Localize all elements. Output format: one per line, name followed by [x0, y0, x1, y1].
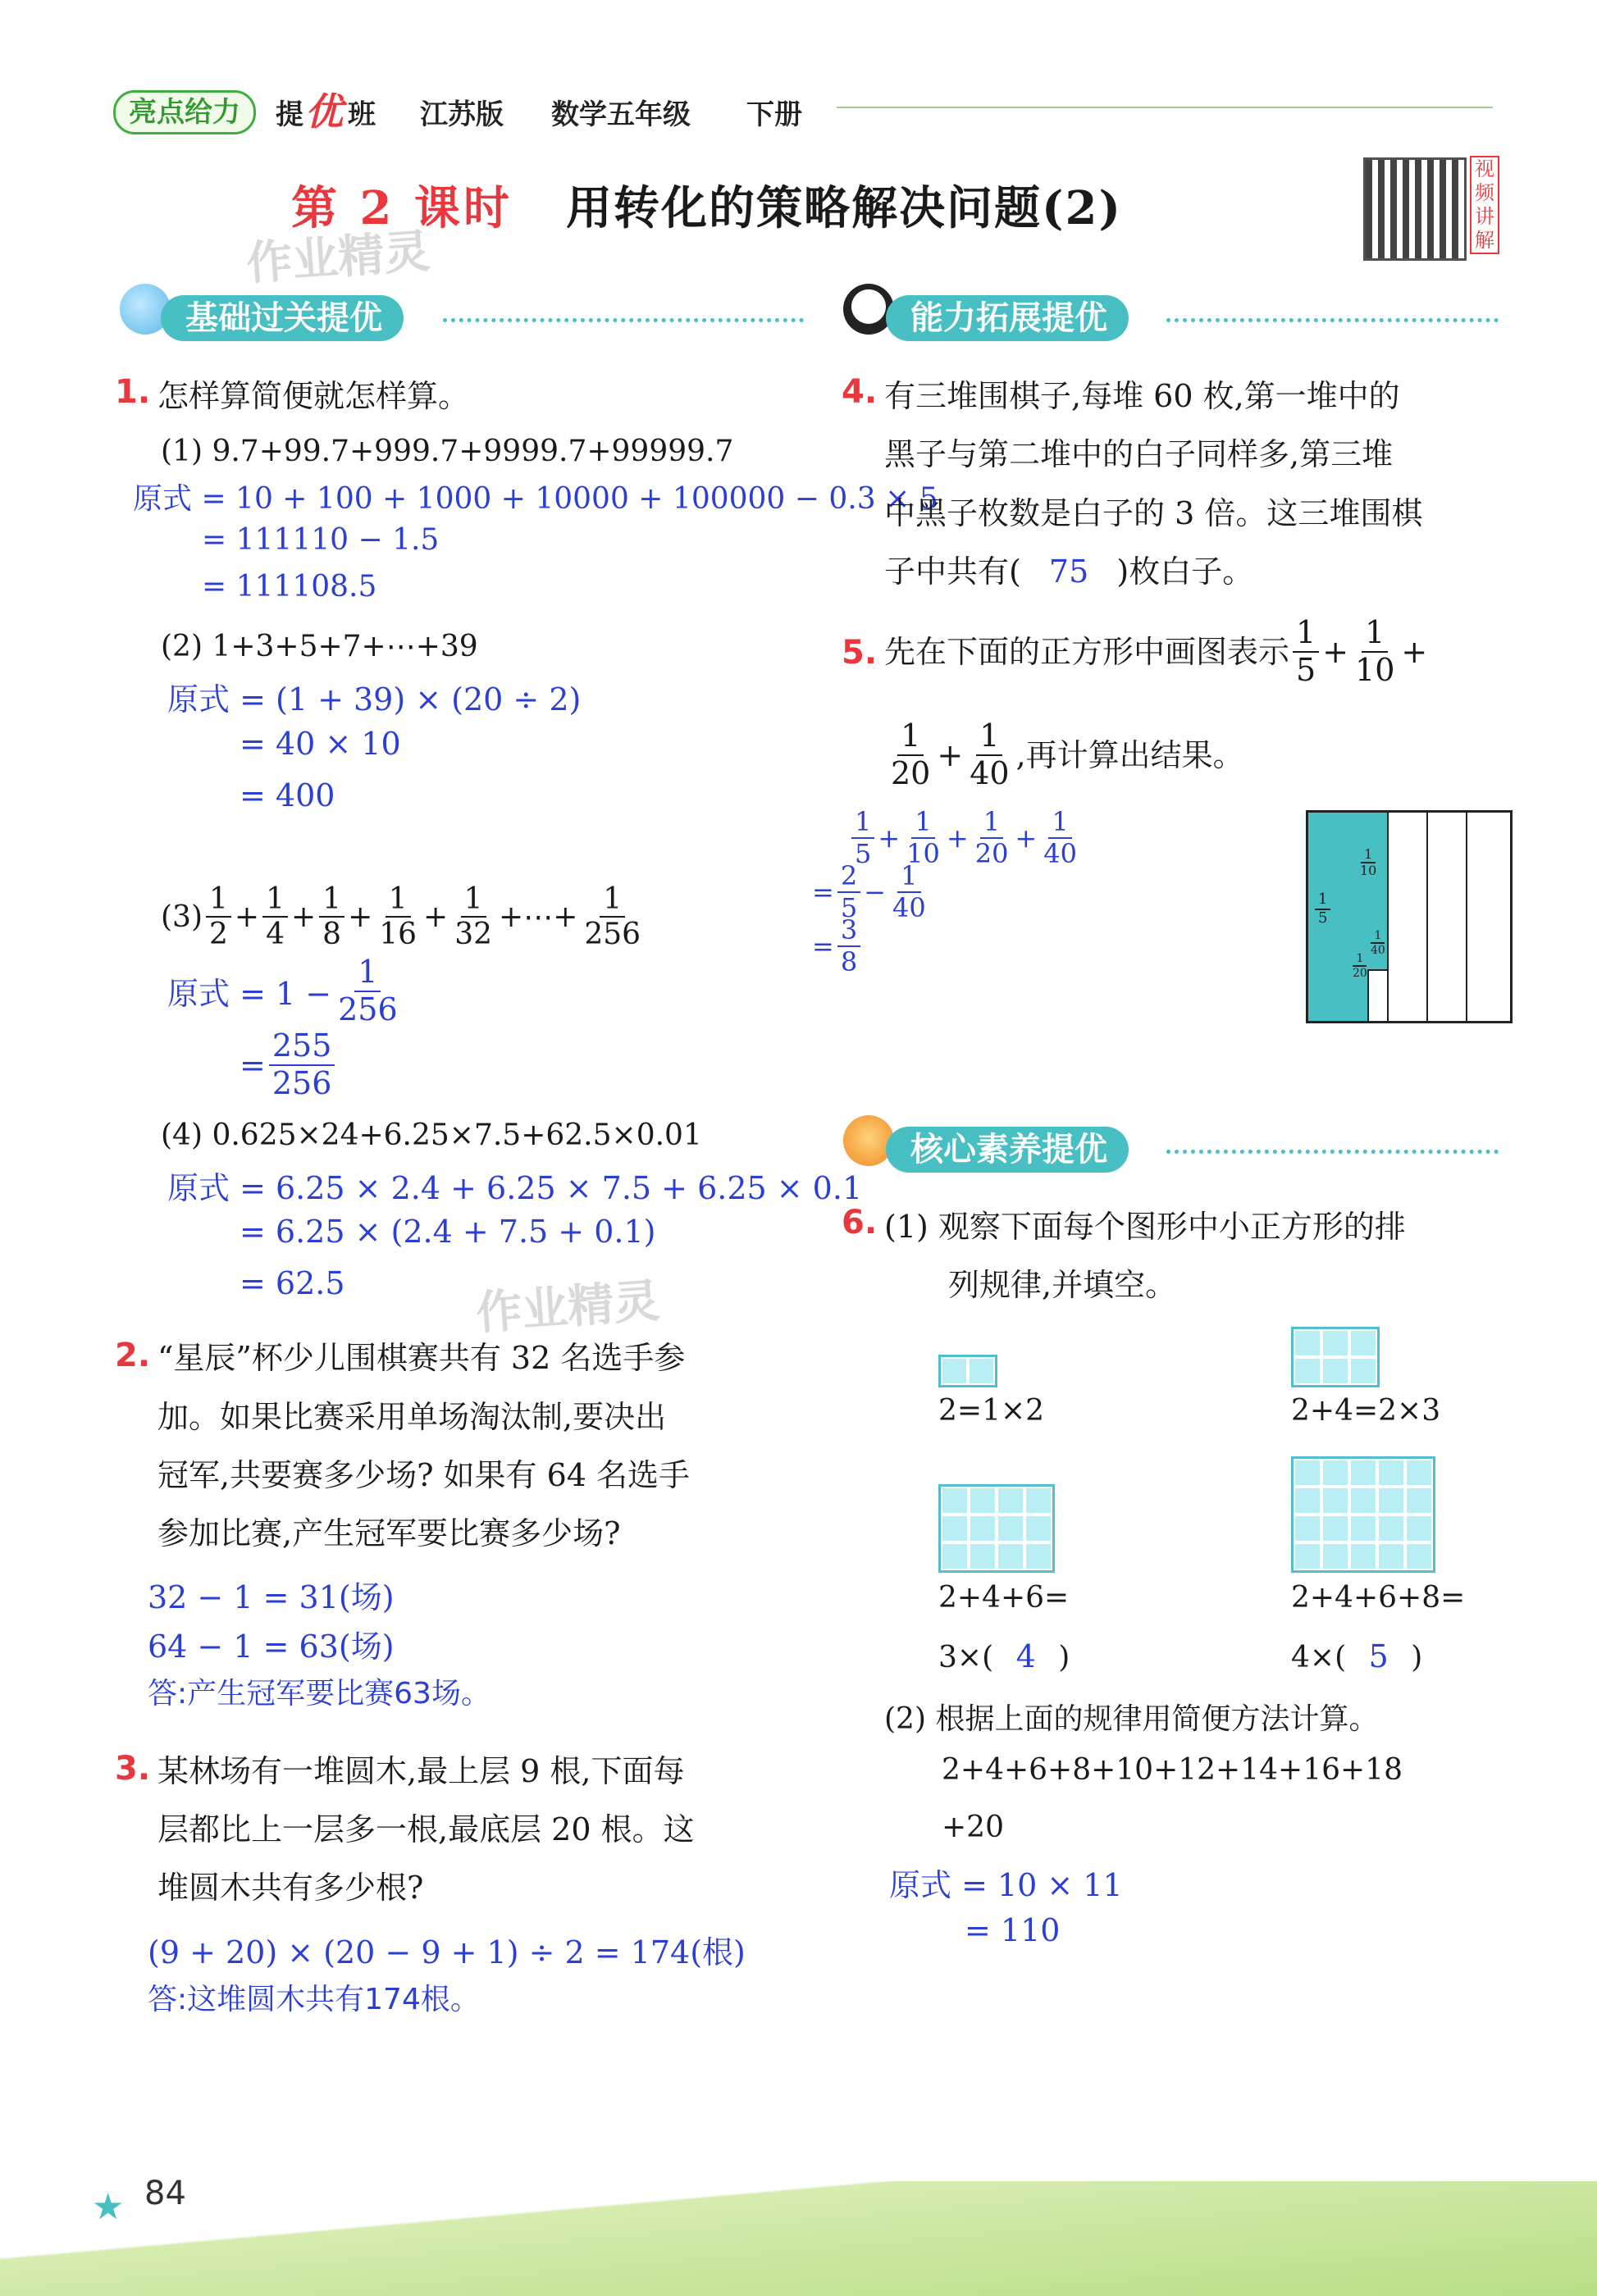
question-text: 某林场有一堆圆木,最上层 9 根,下面每	[157, 1753, 685, 1789]
panda-icon	[843, 284, 894, 335]
question-text: 冠军,共要赛多少场? 如果有 64 名选手	[157, 1457, 691, 1493]
question-text: 黑子与第二堆中的白子同样多,第三堆	[884, 436, 1394, 472]
text-fragment: 4×(	[1291, 1641, 1347, 1674]
question-text: 列规律,并填空。	[948, 1267, 1177, 1303]
question-number: 1.	[115, 373, 151, 411]
plus-sign: +	[946, 822, 969, 854]
question-text: 加。如果比赛采用单场淘汰制,要决出	[157, 1399, 667, 1435]
answer-line: = 110	[965, 1912, 1061, 1948]
pattern-caption: 2+4+6=	[938, 1581, 1070, 1615]
plus-sign: +	[423, 900, 449, 934]
answer-line	[167, 954, 404, 1027]
subject-label: 数学五年级	[551, 98, 691, 131]
fraction: $\frac{1}{20}$	[891, 718, 931, 791]
sub-question-4: (4) 0.625×24+6.25×7.5+62.5×0.01	[161, 1118, 702, 1152]
fraction: $\frac{255}{256}$	[269, 1028, 335, 1101]
answer-line: = 111108.5	[202, 570, 377, 604]
question-text	[884, 542, 1253, 601]
equals-sign: =	[812, 876, 834, 908]
plus-sign: +	[1015, 822, 1038, 854]
section-ability-banner: 能力拓展提优	[886, 295, 1129, 341]
fill-answer: 5	[1368, 1638, 1389, 1674]
fraction: $\frac{1}{40}$	[970, 718, 1010, 791]
answer-line: = 400	[240, 777, 335, 813]
text-fragment: 子中共有(	[884, 554, 1021, 590]
text-fragment: 先在下面的正方形中画图表示	[884, 633, 1290, 670]
plus-sign: +	[1322, 633, 1349, 670]
plus-sign: +	[290, 900, 317, 934]
page-number: 84	[144, 2175, 186, 2212]
expression: +20	[942, 1811, 1004, 1844]
answer-line: 64 − 1 = 63(场)	[148, 1629, 395, 1665]
footer-band	[0, 2181, 1597, 2296]
text-fragment: )枚白子。	[1116, 554, 1254, 590]
pattern-figure-4	[1291, 1456, 1435, 1573]
question-text: 中黑子枚数是白子的 3 倍。这三堆围棋	[884, 495, 1423, 531]
fraction: $\frac{1}{16}$	[379, 882, 418, 952]
ellipsis: +⋯+	[499, 900, 578, 934]
text-fragment: )	[1411, 1641, 1423, 1674]
question-text: 参加比赛,产生冠军要比赛多少场?	[157, 1515, 621, 1551]
question-text: “星辰”杯少儿围棋赛共有 32 名选手参	[157, 1340, 686, 1376]
answer-line: = 62.5	[240, 1265, 345, 1301]
minus-sign: −	[864, 876, 886, 908]
brand-suffix-ban: 班	[348, 98, 376, 131]
answer-line: = 111110 − 1.5	[202, 523, 440, 557]
region-column	[1426, 813, 1467, 1021]
answer-line	[240, 1028, 338, 1101]
fraction: $\frac{1}{4}$	[262, 882, 288, 952]
text-fragment: 3×(	[938, 1641, 994, 1674]
question-text: 有三堆围棋子,每堆 60 枚,第一堆中的	[884, 378, 1400, 414]
answer-line: = 40 × 10	[240, 726, 401, 762]
watermark: 作业精灵	[474, 1274, 662, 1341]
answer-line: = 6.25 × (2.4 + 7.5 + 0.1)	[240, 1214, 656, 1250]
star-icon: ★	[92, 2186, 125, 2228]
section-divider	[443, 318, 804, 322]
answer-line	[848, 807, 1084, 869]
plus-sign: +	[348, 900, 373, 934]
fraction: $\frac{1}{256}$	[584, 882, 641, 952]
question-number: 3.	[115, 1750, 151, 1788]
text-fragment: ,再计算出结果。	[1015, 736, 1244, 773]
section-core-banner: 核心素养提优	[886, 1127, 1129, 1173]
fig-label-fifth: $\frac{1}{5}$	[1315, 891, 1330, 927]
pattern-figure-1	[938, 1355, 997, 1387]
fraction: $\frac{2}{5}$	[837, 861, 860, 923]
fraction: $\frac{1}{5}$	[851, 807, 874, 869]
question-number: 6.	[842, 1204, 878, 1241]
watermark: 作业精灵	[244, 225, 432, 291]
qr-code[interactable]	[1363, 157, 1467, 261]
answer-line: 答:产生冠军要比赛63场。	[148, 1677, 491, 1711]
page-title: 用转化的策略解决问题(2)	[566, 181, 1122, 235]
sub-question-3	[161, 882, 647, 952]
sub-question-2: (2) 根据上面的规律用简便方法计算。	[884, 1702, 1379, 1736]
plus-sign: +	[878, 822, 901, 854]
plus-sign: +	[234, 900, 260, 934]
answer-line: (9 + 20) × (20 − 9 + 1) ÷ 2 = 174(根)	[148, 1934, 746, 1970]
sub-question-1: (1) 9.7+99.7+999.7+9999.7+99999.7	[161, 435, 734, 468]
pattern-caption: 2=1×2	[938, 1394, 1045, 1428]
plus-sign: +	[937, 736, 964, 773]
fill-answer: 75	[1048, 554, 1089, 590]
text-fragment: )	[1058, 1641, 1070, 1674]
fraction: $\frac{1}{10}$	[1355, 614, 1395, 688]
answer-line: 原式 = 10 + 100 + 1000 + 10000 + 100000 − 0.3 × 5	[133, 482, 938, 516]
equals-sign: =	[240, 1046, 266, 1083]
tiger-icon	[843, 1115, 894, 1166]
brand-suffix-you: 优	[305, 89, 343, 134]
sub-question-label: (3)	[161, 900, 203, 934]
pattern-caption	[1291, 1638, 1422, 1674]
answer-line: 原式 = (1 + 39) × (20 ÷ 2)	[167, 681, 582, 718]
answer-line	[812, 861, 933, 923]
fraction: $\frac{1}{20}$	[974, 806, 1009, 869]
question-text: 层都比上一层多一根,最底层 20 根。这	[157, 1811, 695, 1847]
answer-line: 答:这堆圆木共有174根。	[148, 1983, 480, 2016]
fraction: $\frac{1}{40}$	[892, 860, 926, 923]
qr-video-label: 视频讲解	[1470, 156, 1499, 254]
brand-suffix-ti: 提	[276, 98, 303, 131]
volume-label: 下册	[746, 98, 802, 131]
edition-label: 江苏版	[420, 98, 504, 131]
question-text: 堆圆木共有多少根?	[157, 1870, 424, 1906]
answer-line	[812, 915, 864, 977]
header-rule	[837, 107, 1493, 108]
square-diagram	[1306, 810, 1513, 1023]
pattern-figure-3	[938, 1484, 1055, 1573]
pattern-caption: 2+4+6+8=	[1291, 1581, 1466, 1615]
question-number: 5.	[842, 634, 878, 672]
fraction: $\frac{1}{40}$	[1043, 806, 1077, 869]
fraction: $\frac{3}{8}$	[837, 915, 860, 977]
answer-prefix: 原式 = 1 −	[167, 976, 332, 1013]
fig-label-twentieth: $\frac{1}{20}$	[1353, 952, 1367, 981]
fill-answer: 4	[1015, 1638, 1036, 1674]
fraction: $\frac{1}{5}$	[1293, 615, 1319, 688]
question-text	[884, 718, 1244, 791]
region-column	[1387, 813, 1428, 1021]
question-text: (1) 观察下面每个图形中小正方形的排	[884, 1209, 1406, 1245]
question-number: 2.	[115, 1337, 151, 1374]
pattern-caption: 2+4=2×3	[1291, 1394, 1441, 1428]
answer-line: 原式 = 10 × 11	[889, 1867, 1123, 1903]
question-text	[884, 615, 1427, 688]
answer-line: 32 − 1 = 31(场)	[148, 1579, 395, 1615]
question-stem: 怎样算简便就怎样算。	[157, 378, 470, 414]
answer-line: 原式 = 6.25 × 2.4 + 6.25 × 7.5 + 6.25 × 0.1	[167, 1170, 863, 1206]
section-divider	[1166, 1150, 1499, 1154]
fraction: $\frac{1}{8}$	[319, 882, 344, 952]
section-divider	[1166, 318, 1499, 322]
lesson-number: 第 2 课时	[291, 181, 513, 235]
plus-sign: +	[1401, 633, 1428, 670]
question-number: 4.	[842, 373, 878, 411]
fraction: $\frac{1}{32}$	[454, 882, 493, 952]
fraction: $\frac{1}{10}$	[906, 806, 940, 869]
section-basic-banner: 基础过关提优	[161, 295, 404, 341]
equals-sign: =	[812, 930, 834, 962]
fig-label-tenth: $\frac{1}{10}$	[1360, 846, 1377, 879]
sub-question-2: (2) 1+3+5+7+⋯+39	[161, 630, 478, 663]
pattern-figure-2	[1291, 1327, 1380, 1387]
pattern-caption	[938, 1638, 1070, 1674]
fig-label-fortieth: $\frac{1}{40}$	[1371, 929, 1385, 958]
brand-logo: 亮点给力	[113, 90, 256, 134]
fraction: $\frac{1}{2}$	[206, 882, 231, 952]
fraction: $\frac{1}{256}$	[338, 954, 398, 1027]
expression: 2+4+6+8+10+12+14+16+18	[942, 1753, 1403, 1787]
